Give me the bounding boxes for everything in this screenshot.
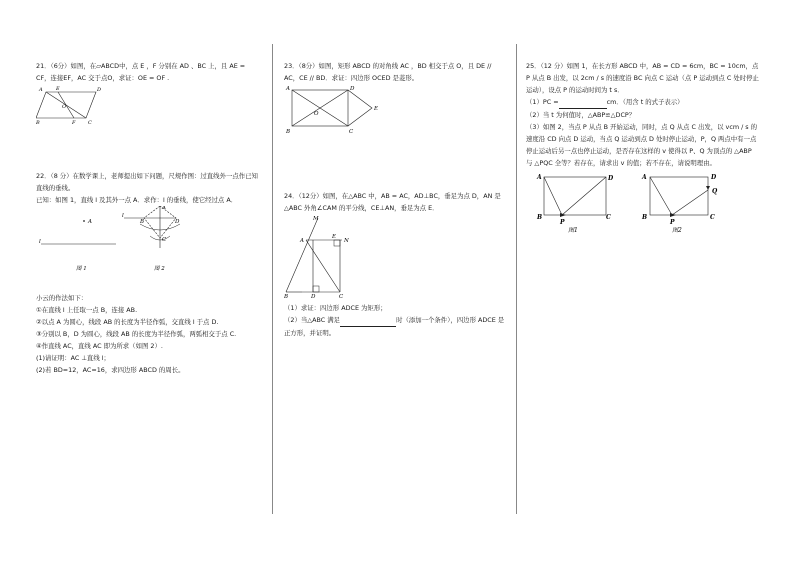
q23-label-A: A [286, 86, 290, 92]
q25-fig1-label-P: P [560, 219, 565, 226]
q24-label-B: B [284, 294, 289, 298]
q23-text: 23．（8分）如图，矩形 ABCD 的对角线 AC ，BD 相交于点 O，且 DE // AC，CE // BD．求证：四边形 OCED 是菱形。 [284, 62, 492, 82]
fig1-caption: 图 1 [76, 266, 87, 272]
q25-fig2-label-D: D [711, 174, 717, 181]
q22-part-2: (2)若 BD=12，AC=16，求四边形 ABCD 的周长。 [36, 366, 185, 374]
column-1 [36, 60, 258, 376]
q25-fig1-label-C: C [606, 214, 611, 221]
q24-label-A: A [300, 238, 304, 244]
q22-figure-1 [39, 219, 116, 272]
q25-fig2-label-C: C [710, 214, 715, 221]
q22-figure-2 [122, 206, 180, 272]
q22-part-1: (1)请证明：AC ⊥直线 l； [36, 354, 110, 362]
q25-fig1-label-A: A [537, 174, 542, 181]
q25-part-3: （3）如图 2，当点 P 从点 B 开始运动，同时，点 Q 从点 C 出发，以 vcm / s 的速度沿 CD 向点 D 运动，当点 Q 运动到点 D 处时停止运动，P，Q 两点中有一点停止运动后另一点也停止运动，是否存在这样的 v 使得以 P、Q 为顶点的 △ABP 与 △PQC 全等？若存在，请求出 v 的值；若不存在，请说明理由。 [526, 123, 758, 167]
q25-figure-2 [641, 174, 718, 234]
q24-answer-blank [340, 314, 396, 327]
q25-fig2-label-B: B [642, 214, 648, 221]
q25-fig1-caption: 图1 [568, 227, 578, 234]
label-F: F [72, 120, 76, 124]
fig2-caption: 图 2 [154, 266, 165, 272]
q22-line2: 已知：如图 1，直线 l 及其外一点 A．求作：l 的垂线，使它经过点 A． [36, 196, 238, 204]
q25-answer-blank [559, 96, 607, 109]
q23-label-E: E [374, 106, 379, 112]
q25-fig2-label-P: P [670, 219, 675, 226]
q25-fig2-label-A: A [642, 174, 647, 181]
q21-figure [36, 84, 106, 124]
fig1-label-A: A [88, 219, 92, 225]
label-E: E [56, 86, 60, 92]
q25-part-1 [526, 96, 760, 109]
q25-part-1-prefix: （1）PC = [526, 98, 559, 106]
q22-step-1: ①在直线 l 上任取一点 B，连接 AB. [36, 306, 138, 314]
q23-figure [284, 84, 394, 136]
q23-label-B: B [286, 129, 291, 135]
fig1-label-l: l [39, 239, 41, 245]
label-C: C [88, 120, 92, 124]
q24-label-N: N [344, 238, 349, 244]
fig2-label-B: B [140, 219, 145, 225]
column-3 [526, 60, 760, 237]
q24-label-D: D [311, 294, 316, 298]
q25-fig1-label-B: B [537, 214, 543, 221]
q23-label-C: C [349, 129, 354, 135]
q25-fig2-caption: 图2 [672, 227, 682, 234]
q23-label-O: O [314, 111, 319, 117]
q24-label-E: E [332, 234, 337, 240]
q24-part-1: （1）求证：四边形 ADCE 为矩形； [284, 304, 387, 312]
label-B: B [36, 120, 40, 124]
fig2-label-A: A [162, 206, 166, 211]
q23-label-D: D [350, 86, 355, 92]
q24-label-M: M [313, 216, 319, 222]
q24-part-2 [284, 314, 506, 339]
q25-fig2-label-Q: Q [712, 188, 718, 195]
q22-step-3: ③分别以 B，D 为圆心，线段 AB 的长度为半径作弧，两弧相交于点 C. [36, 330, 237, 338]
q21-text: 21．（6分）如图，在▱ABCD中，点 E ，F 分别在 AD 、BC 上，且 AE = CF，连接EF，AC 交于点O，求证：OE = OF . [36, 62, 246, 82]
q25-part-2: （2）当 t 为何值时，△ABP≌△DCP？ [526, 111, 636, 119]
column-divider-2 [516, 44, 517, 514]
fig2-label-C: C [162, 237, 167, 243]
label-O: O [62, 104, 67, 110]
column-divider-1 [272, 44, 273, 514]
column-2 [284, 60, 506, 339]
q22-step-4: ④作直线 AC，直线 AC 即为所求（如图 2）. [36, 342, 163, 350]
fig2-label-l: l [122, 213, 124, 219]
q24-part-2-suffix: 时（添加一个条件），四边形 ADCE 是正方形，并证明。 [284, 316, 505, 337]
fig2-label-D: D [175, 219, 180, 225]
q24-part-2-prefix: （2）当△ABC 满足 [284, 316, 341, 324]
q25-text: 25．（12 分）如图 1，在长方形 ABCD 中，AB = CD = 6cm，BC = 10cm，点 P 从点 B 出发，以 2cm / s 的速度沿 BC 向点 C 运动（点 P 运动到点 C 处时停止运动），设点 P 的运动时间为 t s． [526, 62, 759, 94]
q25-figure-1 [536, 174, 614, 234]
q22-figures [36, 206, 258, 288]
q24-label-C: C [339, 294, 344, 298]
q22-line1: 22．（8 分）在数学课上，老师提出如下问题，尺规作图：过直线外一点作已知直线的垂线。 [36, 172, 258, 192]
q25-figures [526, 173, 760, 237]
q24-figure [284, 214, 374, 298]
q22-method-title: 小云的作法如下： [36, 294, 88, 302]
label-A: A [39, 87, 43, 93]
q24-text: 24．（12分）如图，在△ABC 中，AB = AC，AD⊥BC，垂足为点 D，AN 是△ABC 外角∠CAM 的平分线，CE⊥AN，垂足为点 E． [284, 192, 501, 212]
q25-fig1-label-D: D [608, 175, 614, 182]
q25-part-1-suffix: cm．（用含 t 的式子表示） [606, 98, 684, 106]
q22-step-2: ②以点 A 为圆心，线段 AB 的长度为半径作弧，交直线 l 于点 D. [36, 318, 219, 326]
label-D: D [97, 87, 102, 93]
